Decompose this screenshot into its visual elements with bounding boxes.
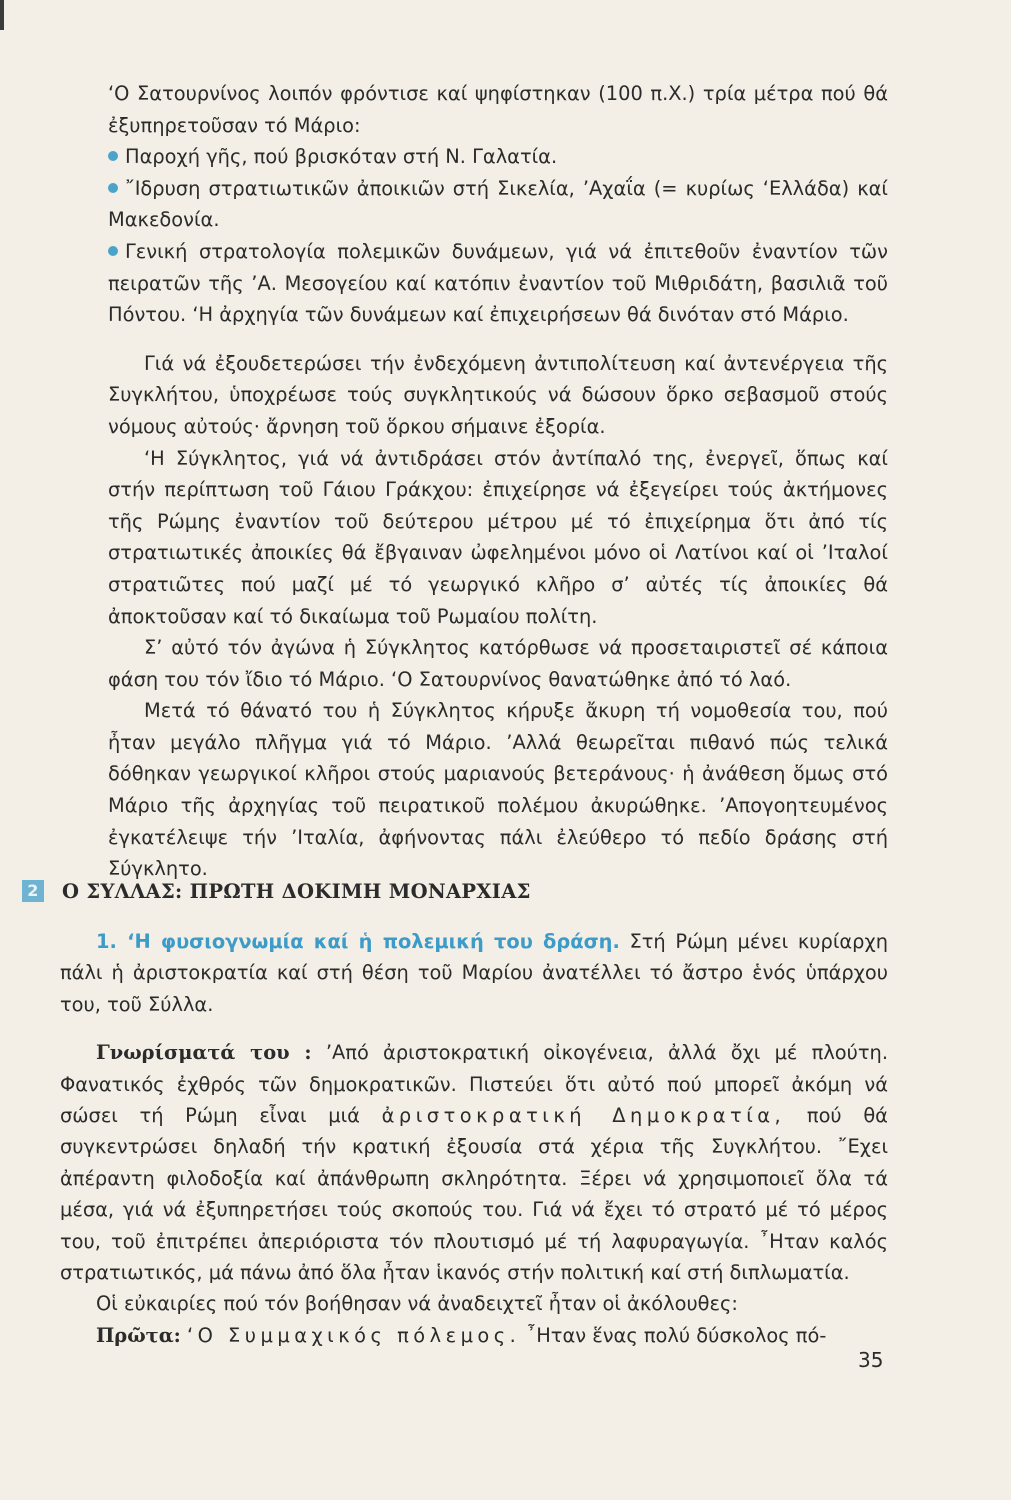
first-label: Πρῶτα: bbox=[96, 1323, 181, 1347]
body-paragraph: Γιά νά ἐξουδετερώσει τήν ἐνδεχόμενη ἀντιπολίτευση καί ἀντενέργεια τῆς Συγκλήτου, ὑποχρέωσε τούς συγκλητικούς νά δώσουν ὅρκο σεβασμοῦ στούς νόμους αὐτούς· ἄρνηση τοῦ ὅρκου σήμαινε ἐξορία. bbox=[108, 351, 888, 438]
page-number: 35 bbox=[858, 1348, 884, 1372]
emphasis-text: ἀριστοκρατική Δημοκρατία, bbox=[381, 1104, 786, 1128]
measure-item: Γενική στρατολογία πολεμικῶν δυνάμεων, γιά νά ἐπιτεθοῦν ἐναντίον τῶν πειρατῶν τῆς ’Α. Μεσογείου καί κατόπιν ἐναντίον τοῦ Μιθριδάτη, βασιλιᾶ τοῦ Πόντου. ‘Η ἀρχηγία τῶν δυνάμεων καί ἐπιχειρήσεων θά δινόταν στό Μάριο. bbox=[108, 239, 888, 327]
emphasis-text: ‘Ο Συμμαχικός πόλεμος. bbox=[186, 1323, 521, 1347]
lower-text-block bbox=[60, 926, 888, 1351]
traits-paragraph: Γνωρίσματά του : ’Από ἀριστοκρατική οἰκογένεια, ἀλλά ὄχι μέ πλούτη. Φανατικός ἐχθρός τῶν δημοκρατικῶν. Πιστεύει ὅτι αὐτό πού μπορεῖ ἀκόμη νά σώσει τή Ρώμη εἶναι μιά ἀριστοκρατική Δημοκρατία, πού θά συγκεντρώσει δηλαδή τήν κρατική ἐξουσία στά χέρια τῆς Συγκλήτου. ῎Εχει ἀπέραντη φιλοδοξία καί ἀπάνθρωπη σκληρότητα. Ξέρει νά χρησιμοποιεῖ ὅλα τά μέσα, γιά νά ἐξυπηρετήσει τούς σκοπούς του. Γιά νά ἔχει τό στρατό μέ τό μέρος του, τοῦ ἐπιτρέπει ἀπεριόριστα τόν πλουτισμό μέ τή λαφυραγωγία. ῏Ηταν καλός στρατιωτικός, μά πάνω ἀπό ὅλα ἦταν ἱκανός στήν πολιτική καί στή διπλωματία. bbox=[60, 1041, 889, 1285]
binding-mark bbox=[0, 0, 4, 30]
body-paragraph: ‘Η Σύγκλητος, γιά νά ἀντιδράσει στόν ἀντίπαλό της, ἐνεργεῖ, ὅπως καί στήν περίπτωση τοῦ Γάιου Γράκχου: ἐπιχείρησε νά ἐξεγείρει τούς ἀκτήμονες τῆς Ρώμης ἐναντίον τοῦ δεύτερου μέτρου μέ τό ἐπιχείρημα ὅτι ἀπό τίς στρατιωτικές ἀποικίες θά ἔβγαιναν ὠφελημένοι μόνο οἱ Λατίνοι καί οἱ ’Ιταλοί στρατιῶτες πού μαζί μέ τό γεωργικό κλῆρο σ’ αὐτές τίς ἀποικίες θά ἀποκτοῦσαν καί τό δικαίωμα τοῦ Ρωμαίου πολίτη. bbox=[108, 446, 888, 628]
body-paragraph: Μετά τό θάνατό του ἡ Σύγκλητος κήρυξε ἄκυρη τή νομοθεσία του, πού ἦταν μεγάλο πλῆγμα γιά τό Μάριο. ’Αλλά θεωρεῖται πιθανό πώς τελικά δόθηκαν γεωργικοί κλῆροι στούς μαριανούς βετεράνους· ἡ ἀνάθεση ὅμως στό Μάριο τῆς ἀρχηγίας τοῦ πειρατικοῦ πολέμου ἀκυρώθηκε. ’Απογοητευμένος ἐγκατέλειψε τήν ’Ιταλία, ἀφήνοντας πάλι ἐλεύθερο τό πεδίο δράσης στή Σύγκλητο. bbox=[108, 699, 888, 881]
bullet-icon bbox=[108, 246, 118, 256]
section-title: Ο ΣΥΛΛΑΣ: ΠΡΩΤΗ ΔΟΚΙΜΗ ΜΟΝΑΡΧΙΑΣ bbox=[62, 880, 531, 903]
measure-item: Παροχή γῆς, πού βρισκόταν στή Ν. Γαλατία. bbox=[108, 141, 888, 173]
subsection-paragraph: 1. ‘Η φυσιογνωμία καί ἡ πολεμική του δράση. Στή Ρώμη μένει κυρίαρχη πάλι ἡ ἀριστοκρατία καί στή θέση τοῦ Μαρίου ἀνατέλλει τό ἄστρο ἑνός ὑπάρχου του, τοῦ Σύλλα. bbox=[60, 930, 888, 1016]
opportunities-intro: Οἱ εὐκαιρίες πού τόν βοήθησαν νά ἀναδειχτεῖ ἦταν οἱ ἀκόλουθες: bbox=[96, 1292, 738, 1316]
upper-text-block bbox=[108, 78, 888, 885]
section-number-badge: 2 bbox=[22, 880, 44, 902]
first-opportunity: Πρῶτα: ‘Ο Συμμαχικός πόλεμος. ῏Ηταν ἕνας πολύ δύσκολος πό- bbox=[96, 1323, 827, 1347]
bullet-icon bbox=[108, 151, 118, 161]
traits-label: Γνωρίσματά του : bbox=[96, 1041, 312, 1065]
bullet-icon bbox=[108, 183, 118, 193]
body-paragraph: Σ’ αὐτό τόν ἀγώνα ἡ Σύγκλητος κατόρθωσε νά προσεταιριστεῖ σέ κάποια φάση του τόν ἴδιο τό Μάριο. ‘Ο Σατουρνίνος θανατώθηκε ἀπό τό λαό. bbox=[108, 636, 888, 691]
intro-paragraph: ‘Ο Σατουρνίνος λοιπόν φρόντισε καί ψηφίστηκαν (100 π.Χ.) τρία μέτρα πού θά ἐξυπηρετοῦσαν τό Μάριο: bbox=[108, 82, 888, 137]
measure-item: ῎Ιδρυση στρατιωτικῶν ἀποικιῶν στή Σικελία, ’Αχαΐα (= κυρίως ‘Ελλάδα) καί Μακεδονία. bbox=[108, 176, 888, 232]
subsection-title: 1. ‘Η φυσιογνωμία καί ἡ πολεμική του δράση. bbox=[96, 930, 620, 953]
